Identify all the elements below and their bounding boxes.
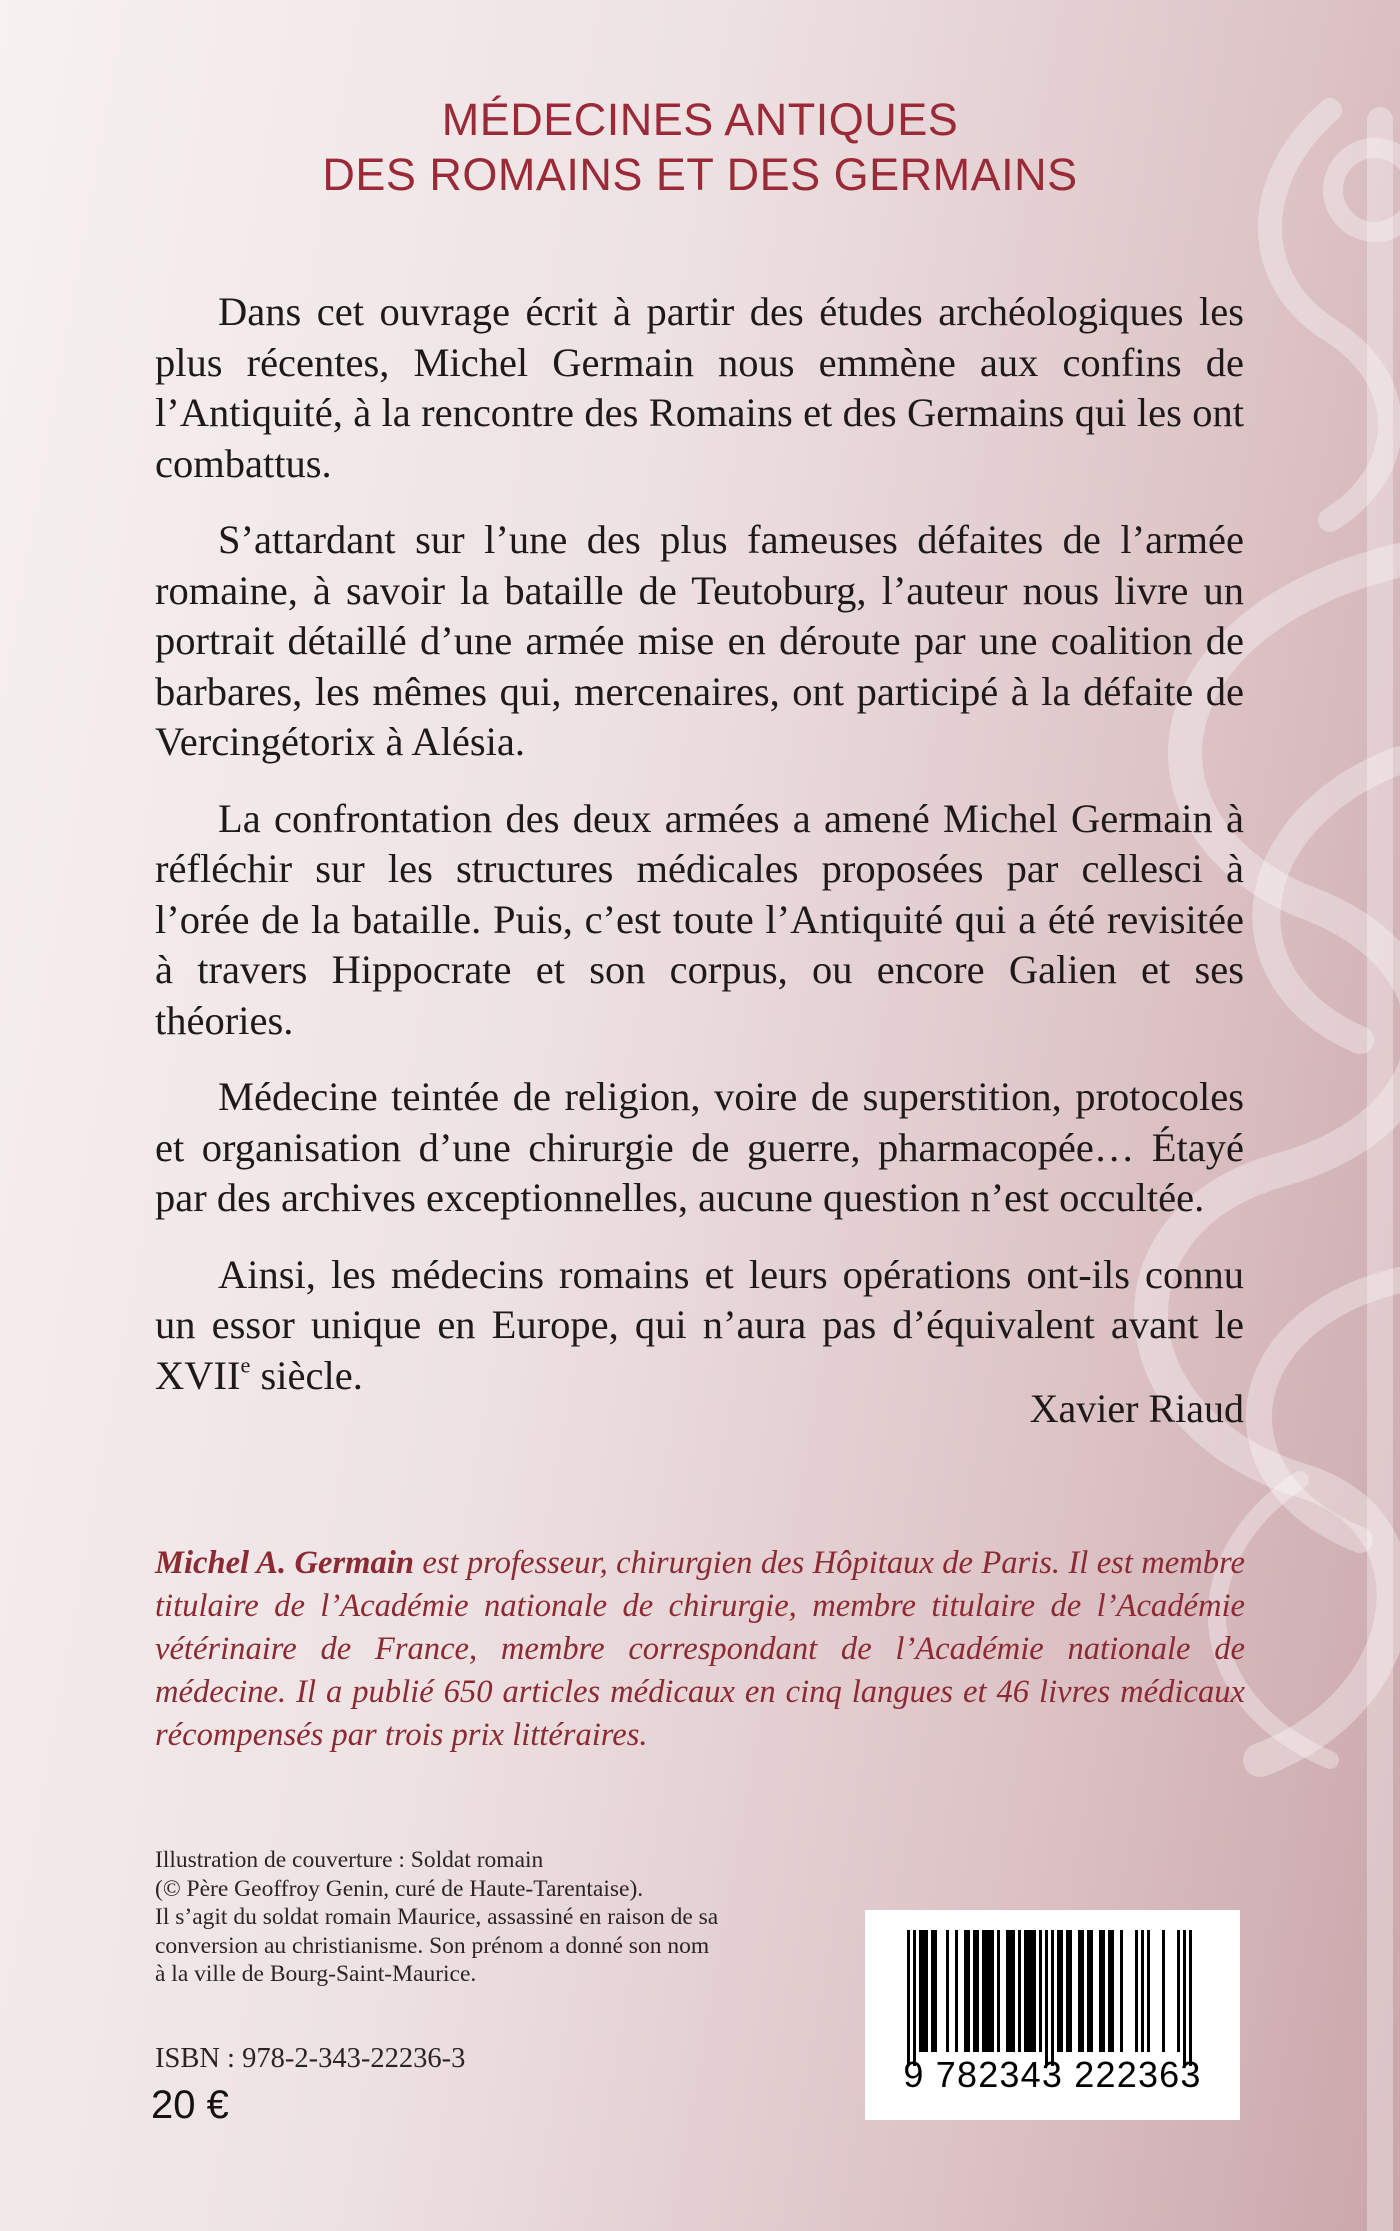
credit-line: à la ville de Bourg-Saint-Maurice.: [155, 1961, 477, 1987]
barcode-bar: [1039, 1930, 1042, 2052]
barcode-digits: 9 782343 222363: [903, 2054, 1202, 2095]
blurb-paragraph-last: [155, 1250, 1244, 1402]
barcode-bar: [931, 1930, 934, 2052]
barcode-bar: [1108, 1930, 1111, 2052]
barcode-bar: [964, 1930, 967, 2052]
barcode-bar: [946, 1930, 949, 2052]
barcode: [865, 1910, 1240, 2120]
barcode-bar: [1051, 1930, 1054, 2066]
barcode-bar: [997, 1930, 1000, 2052]
author-bio: [155, 1542, 1245, 1757]
barcode-bar: [913, 1930, 916, 2066]
barcode-bar: [1102, 1930, 1105, 2052]
author-name: Michel A. Germain: [155, 1545, 414, 1581]
barcode-bar: [976, 1930, 979, 2052]
barcode-bar: [1009, 1930, 1012, 2052]
book-title-line-1: MÉDECINES ANTIQUES: [441, 94, 959, 145]
barcode-bar: [1078, 1930, 1081, 2052]
barcode-bar: [1147, 1930, 1150, 2052]
barcode-bar: [1081, 1930, 1084, 2052]
barcode-bar: [967, 1930, 970, 2052]
barcode-bar: [1099, 1930, 1102, 2052]
barcode-bar: [1060, 1930, 1063, 2052]
barcode-bar: [1012, 1930, 1015, 2052]
century-superscript: e: [240, 1351, 251, 1377]
barcode-bar: [1030, 1930, 1033, 2052]
blurb-last-text: Ainsi, les médecins romains et leurs opérations ont-ils connu un essor unique en Europe, qui n’aura pas d’équivalent avant le XVII: [155, 1251, 1244, 1398]
credit-line: conversion au christianisme. Son prénom a donné son nom: [155, 1932, 710, 1959]
barcode-bar: [982, 1930, 985, 2052]
barcode-bar: [1024, 1930, 1027, 2052]
credit-line: (© Père Geoffroy Genin, curé de Haute-Tarentaise).: [155, 1875, 644, 1902]
barcode-bar: [985, 1930, 988, 2052]
barcode-bar: [1057, 1930, 1060, 2052]
blurb: [155, 287, 1244, 1427]
credit-line: Illustration de couverture : Soldat romain: [155, 1847, 544, 1873]
blurb-signature: Xavier Riaud: [1029, 1386, 1244, 1431]
blurb-paragraph: La confrontation des deux armées a amené Michel Germain à réfléchir sur les structures médicales proposées par cellesci à l’orée de la bataille. Puis, c’est toute l’Antiquité qui a été revisitée à travers Hippocrate et son corpus, ou encore Galien et ses théories.: [155, 795, 1244, 1043]
barcode-bar: [973, 1930, 976, 2052]
isbn: ISBN : 978-2-343-22236-3: [155, 2043, 466, 2074]
barcode-bar: [925, 1930, 928, 2052]
barcode-bar: [1018, 1930, 1021, 2052]
barcode-bar: [922, 1930, 925, 2052]
blurb-paragraph: Médecine teintée de religion, voire de superstition, protocoles et organisation d’une chirurgie de guerre, pharmacopée… Étayé par des archives exceptionnelles, aucune question n’est occultée.: [155, 1074, 1244, 1220]
barcode-bar: [955, 1930, 958, 2052]
cover-illustration-credits: [155, 1846, 795, 1989]
barcode-bar: [919, 1930, 922, 2052]
barcode-bar: [1183, 1930, 1186, 2066]
barcode-bar: [1090, 1930, 1093, 2052]
blurb-paragraph: S’attardant sur l’une des plus fameuses défaites de l’armée romaine, à savoir la bataille de Teutoburg, l’auteur nous livre un portrait détaillé d’une armée mise en déroute par une coalition de barbares, les mêmes qui, mercenaires, ont participé à la défaite de Vercingétorix à Alésia.: [155, 517, 1244, 764]
barcode-bar: [1006, 1930, 1009, 2052]
barcode-bar: [1087, 1930, 1090, 2052]
barcode-bar: [1135, 1930, 1138, 2052]
barcode-bar: [1111, 1930, 1114, 2052]
barcode-bar: [1189, 1930, 1192, 2066]
credit-line: Il s’agit du soldat romain Maurice, assassiné en raison de sa: [155, 1904, 719, 1930]
price: 20 €: [151, 2083, 229, 2127]
barcode-bar: [1177, 1930, 1180, 2052]
blurb-last-end: siècle.: [250, 1352, 363, 1398]
book-title-line-2: DES ROMAINS ET DES GERMAINS: [322, 149, 1078, 200]
barcode-bar: [1120, 1930, 1123, 2052]
barcode-bar: [1066, 1930, 1069, 2052]
barcode-bar: [988, 1930, 991, 2052]
barcode-bar: [1162, 1930, 1165, 2052]
barcode-bar: [1027, 1930, 1030, 2052]
barcode-bar: [907, 1930, 910, 2066]
barcode-bar: [991, 1930, 994, 2052]
barcode-bar: [1069, 1930, 1072, 2052]
author-bio-text: est professeur, chirurgien des Hôpitaux de Paris. Il est membre titulaire de l’Académie nationale de chirurgie, membre titulaire de l’Académie vétérinaire de France, membre correspondant de l’Académie nationale de médecine. Il a publié 650 articles médicaux en cinq langues et 46 livres médicaux récompensés par trois prix littéraires.: [155, 1545, 1245, 1753]
barcode-bar: [1033, 1930, 1036, 2052]
barcode-bar: [934, 1930, 937, 2052]
blurb-paragraph: Dans cet ouvrage écrit à partir des études archéologiques les plus récentes, Michel Germain nous emmène aux confins de l’Antiquité, à la rencontre des Romains et des Germains qui les ont combattus.: [155, 289, 1244, 486]
barcode-bar: [1045, 1930, 1048, 2066]
barcode-bar: [1141, 1930, 1144, 2052]
